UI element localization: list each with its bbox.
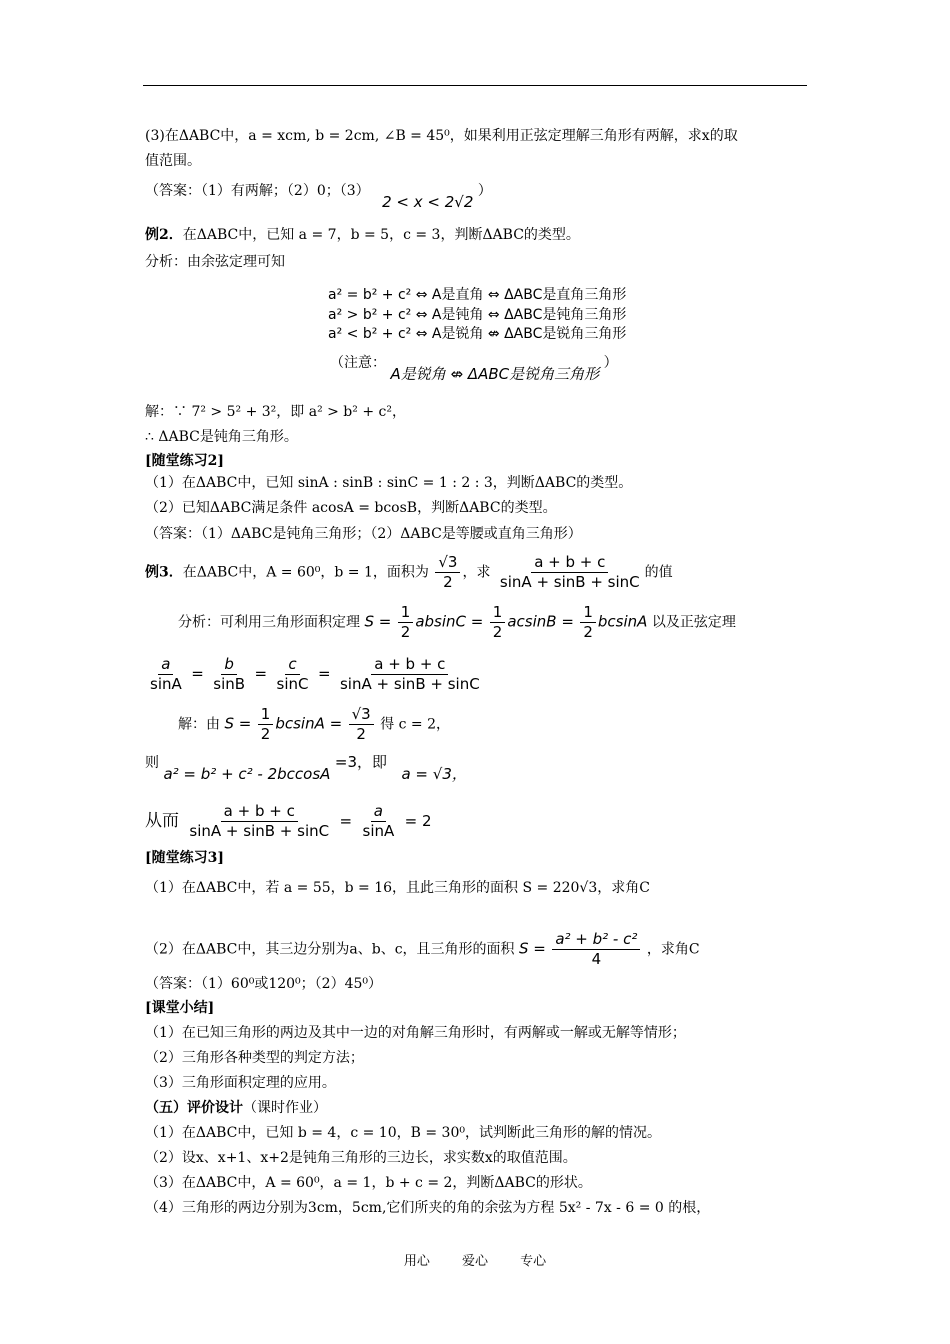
math-inequality: 2 < x < 2√2 xyxy=(382,193,474,211)
sine-law xyxy=(145,655,485,694)
fraction: $\frac{a + b + c}{\sin A + \sin B + \sin C}$ xyxy=(499,553,640,591)
math: bcsinA xyxy=(597,612,648,631)
example-3 xyxy=(145,553,673,592)
fraction: $\frac{√3}{2}$ xyxy=(349,705,374,744)
example-label: 例2． xyxy=(145,227,183,243)
page-footer xyxy=(0,1250,950,1269)
text-line: 解：∵ 7² > 5² + 3²，即 a² > b² + c²， xyxy=(145,404,406,420)
fraction: $\frac{b}{\sin B}$ xyxy=(213,655,246,693)
fraction: $\frac{a + b + c}{\sin A + \sin B + \sin C}$ xyxy=(189,802,330,840)
math: S = xyxy=(224,714,252,733)
answer-line: （答案：（1）60⁰或120⁰；（2）45⁰） xyxy=(145,976,383,992)
equals: = xyxy=(191,664,204,683)
text-line: （2）设x、x+1、x+2是钝角三角形的三边长，求实数x的取值范围。 xyxy=(145,1150,577,1166)
fraction: $\frac{c}{\sin C}$ xyxy=(276,655,309,693)
math: absinC = xyxy=(415,612,484,631)
equals: = xyxy=(317,664,331,683)
text: 分析：可利用三角形面积定理 xyxy=(178,614,360,631)
text: 解：由 xyxy=(178,716,220,733)
example-2 xyxy=(145,225,580,245)
section-heading: [随堂练习2] xyxy=(145,453,224,469)
note-math: A是锐角 ⇎ ΔABC是锐角三角形 xyxy=(390,365,600,383)
example-text: 在ΔABC中，A = 60⁰，b = 1，面积为 xyxy=(182,564,429,581)
text: 从而 xyxy=(145,811,179,831)
solution-line xyxy=(178,705,450,744)
text: ，求 xyxy=(462,564,491,581)
equation: a² < b² + c² ⇔ A是锐角 ⇎ ΔABC是锐角三角形 xyxy=(328,326,627,342)
analysis-line xyxy=(178,603,736,642)
fraction: $\frac{1}{2}$ xyxy=(490,603,506,642)
section-heading xyxy=(145,1098,327,1118)
fraction: $\frac{1}{2}$ xyxy=(258,705,274,744)
text: 则 xyxy=(145,755,159,771)
text-line: （2）已知ΔABC满足条件 acosA = bcosB，判断ΔABC的类型。 xyxy=(145,500,557,516)
text: 得 c = 2， xyxy=(380,716,451,733)
math: = 2 xyxy=(404,812,432,830)
section-heading: [课堂小结] xyxy=(145,1000,215,1016)
answer-close: ） xyxy=(477,183,492,199)
note-close: ） xyxy=(603,355,618,371)
fraction: $\frac{a}{\sin A}$ xyxy=(362,802,395,840)
fraction: $\frac{1}{2}$ xyxy=(580,603,596,642)
equation: a² > b² + c² ⇔ A是钝角 ⇔ ΔABC是钝角三角形 xyxy=(328,307,627,323)
answer-line: （答案：（1）ΔABC是钝角三角形；（2）ΔABC是等腰或直角三角形） xyxy=(145,526,582,542)
text-line: （2）三角形各种类型的判定方法； xyxy=(145,1050,364,1066)
example-label: 例3． xyxy=(145,564,183,581)
math: S = xyxy=(519,939,546,958)
note-label: （注意： xyxy=(330,355,386,371)
footer-item: 专心 xyxy=(520,1254,547,1269)
math: a = √3， xyxy=(401,765,467,783)
math: S = xyxy=(364,612,392,631)
heading-bold: （五）评价设计 xyxy=(145,1100,243,1116)
text-line: ∴ ΔABC是钝角三角形。 xyxy=(145,429,298,445)
text-line: （1）在ΔABC中，已知 sinA : sinB : sinC = 1 : 2 : 3，判断ΔABC的类型。 xyxy=(145,475,633,491)
equation: a² = b² + c² ⇔ A是直角 ⇔ ΔABC是直角三角形 xyxy=(328,287,627,303)
heading-note: （课时作业） xyxy=(243,1100,327,1116)
text-line: （1）在ΔABC中，若 a = 55，b = 16，且此三角形的面积 S = 220√3，求角C xyxy=(145,880,650,896)
text-line: （3）三角形面积定理的应用。 xyxy=(145,1075,336,1091)
then-line xyxy=(145,752,467,783)
equals: = xyxy=(339,812,353,830)
therefore-line xyxy=(145,802,432,841)
text: 的值 xyxy=(644,564,673,581)
text-line: （3）在ΔABC中，A = 60⁰，a = 1，b + c = 2，判断ΔABC的形状。 xyxy=(145,1175,592,1191)
text: （2）在ΔABC中，其三边分别为a、b、c，且三角形的面积 xyxy=(145,941,515,958)
fraction: $\frac{√3}{2}$ xyxy=(435,553,460,592)
practice-line xyxy=(145,930,700,969)
section-heading: [随堂练习3] xyxy=(145,850,224,866)
note-line xyxy=(330,352,618,383)
math: a² = b² + c² - 2bccosA xyxy=(163,765,331,783)
fraction: $\frac{a}{\sin A}$ xyxy=(150,655,182,693)
text-line: 分析：由余弦定理可知 xyxy=(145,254,285,270)
text-line: （1）在ΔABC中，已知 b = 4，c = 10，B = 30⁰，试判断此三角形的解的情况。 xyxy=(145,1125,661,1141)
footer-item: 用心 xyxy=(403,1254,430,1269)
text-line: （4）三角形的两边分别为3cm，5cm,它们所夹的角的余弦为方程 5x² - 7x - 6 = 0 的根， xyxy=(145,1200,711,1216)
answer-label: （答案：（1）有两解；（2）0；（3） xyxy=(145,183,370,199)
example-text: 在ΔABC中，已知 a = 7，b = 5，c = 3，判断ΔABC的类型。 xyxy=(182,227,580,243)
header-rule xyxy=(143,85,807,86)
text: ，求角C xyxy=(646,941,700,958)
text-line: （1）在已知三角形的两边及其中一边的对角解三角形时，有两解或一解或无解等情形； xyxy=(145,1025,686,1041)
text-line: 值范围。 xyxy=(145,153,201,169)
math: bcsinA = xyxy=(275,714,343,733)
fraction: $\frac{1}{2}$ xyxy=(398,603,414,642)
fraction: $\frac{a + b + c}{\sin A + \sin B + \sin C}$ xyxy=(339,655,480,693)
text-line: (3)在ΔABC中，a = xcm, b = 2cm, ∠B = 45⁰，如果利用正弦定理解三角形有两解，求x的取 xyxy=(145,128,738,144)
text: 以及正弦定理 xyxy=(651,614,736,631)
equals: = xyxy=(254,664,268,683)
text: =3，即 xyxy=(334,753,388,771)
math: acsinB = xyxy=(507,612,574,631)
fraction: $\frac{\text{a² + b² - c²}}{4}$ xyxy=(552,930,640,969)
footer-item: 爱心 xyxy=(461,1254,488,1269)
answer-line xyxy=(145,180,492,211)
